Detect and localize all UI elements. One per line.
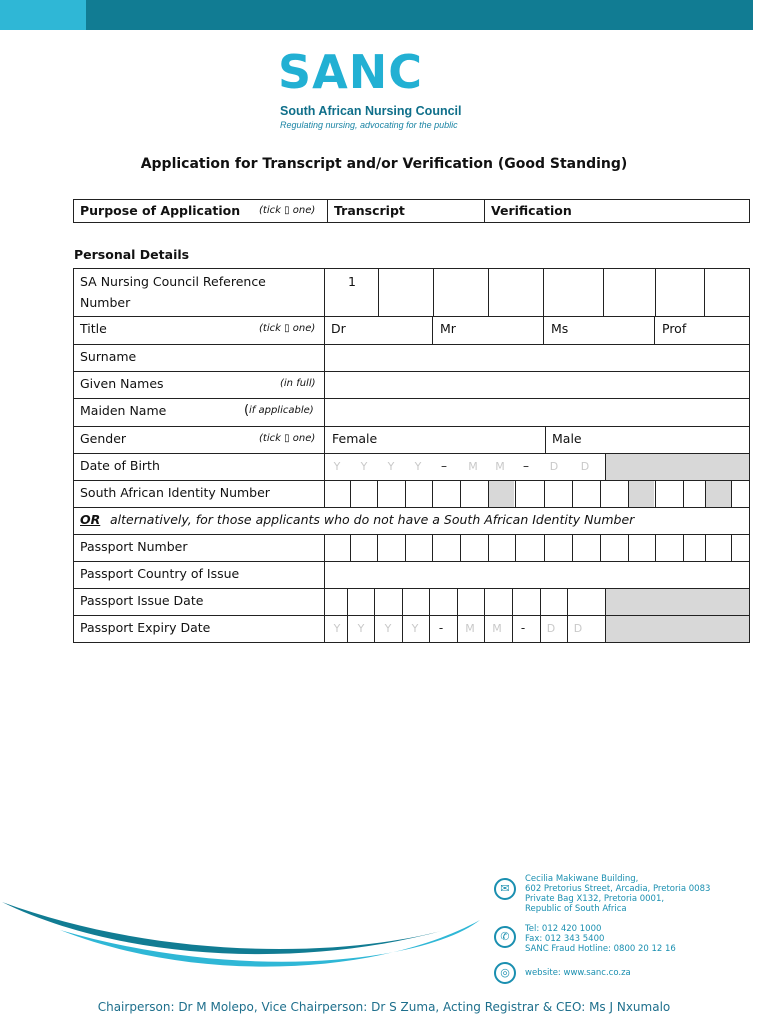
passport-number-label: Passport Number <box>80 539 188 554</box>
purpose-verification-cell[interactable] <box>485 200 749 222</box>
surname-input[interactable] <box>325 345 749 371</box>
title-option-ms-label: Ms <box>551 321 569 336</box>
given-names-hint: (in full) <box>280 378 316 389</box>
passport-country-label: Passport Country of Issue <box>80 566 240 581</box>
sa-id-input[interactable] <box>325 481 749 507</box>
dob-input[interactable] <box>325 454 605 480</box>
maiden-name-hint-paren: ( <box>244 403 250 418</box>
mail-icon: ✉ <box>494 878 516 900</box>
purpose-transcript-cell[interactable] <box>328 200 484 222</box>
expiry-placeholder-m2: M <box>492 622 502 635</box>
given-names-label: Given Names <box>80 376 164 391</box>
logo-tagline: Regulating nursing, advocating for the public <box>280 120 458 130</box>
expiry-placeholder-d1: D <box>546 622 556 635</box>
purpose-transcript-label: Transcript <box>334 203 405 218</box>
dob-placeholder-m1: M <box>468 460 478 473</box>
gender-option-male-label: Male <box>552 431 582 446</box>
footer-chair-line: Chairperson: Dr M Molepo, Vice Chairperson: Dr S Zuma, Acting Registrar & CEO: Ms J Nxumalo <box>97 1000 671 1014</box>
expiry-placeholder-d2: D <box>573 622 583 635</box>
expiry-placeholder-y3: Y <box>384 622 392 635</box>
given-names-input[interactable] <box>325 372 749 398</box>
gender-hint: (tick ▯ one) <box>259 433 316 444</box>
maiden-name-hint: if applicable) <box>249 405 314 416</box>
title-option-mr-label: Mr <box>440 321 456 336</box>
ref-number-first-digit: 1 <box>348 274 356 289</box>
purpose-table <box>73 199 750 223</box>
passport-expiry-input[interactable] <box>325 616 605 642</box>
gender-option-female[interactable] <box>325 427 545 453</box>
dob-dash-1: – <box>441 459 447 473</box>
passport-country-input[interactable] <box>325 562 749 588</box>
dob-placeholder-d1: D <box>549 460 559 473</box>
title-option-prof-label: Prof <box>662 321 687 336</box>
title-option-dr-label: Dr <box>331 321 346 336</box>
ref-number-label-line2: Number <box>80 295 131 310</box>
gender-option-male[interactable] <box>546 427 749 453</box>
footer-swoosh <box>0 890 520 990</box>
form-title: Application for Transcript and/or Verification (Good Standing) <box>140 156 628 172</box>
header-band-accent <box>0 0 86 30</box>
logo-org-name: South African Nursing Council <box>280 104 462 118</box>
sa-id-label: South African Identity Number <box>80 485 270 500</box>
expiry-placeholder-y1: Y <box>333 622 341 635</box>
maiden-name-label: Maiden Name <box>80 403 167 418</box>
gender-label: Gender <box>80 431 127 446</box>
dob-placeholder-d2: D <box>580 460 590 473</box>
phone-icon: ✆ <box>494 926 516 948</box>
footer-tel: Tel: 012 420 1000 <box>525 924 602 934</box>
passport-issue-label: Passport Issue Date <box>80 593 204 608</box>
title-hint: (tick ▯ one) <box>259 323 316 334</box>
sanc-logo <box>278 45 462 136</box>
dob-dash-2: – <box>523 459 529 473</box>
passport-expiry-label: Passport Expiry Date <box>80 620 211 635</box>
footer-address-4: Republic of South Africa <box>525 904 627 914</box>
expiry-placeholder-y2: Y <box>357 622 365 635</box>
footer-address-3: Private Bag X132, Pretoria 0001, <box>525 894 665 904</box>
logo-wordmark: SANC <box>278 45 423 99</box>
footer-website: website: www.sanc.co.za <box>525 968 631 978</box>
title-option-ms[interactable] <box>544 317 654 344</box>
footer-address-1: Cecilia Makiwane Building, <box>525 874 639 884</box>
purpose-hint: (tick ▯ one) <box>259 205 316 216</box>
passport-number-input[interactable] <box>325 535 749 561</box>
footer-hotline: SANC Fraud Hotline: 0800 20 12 16 <box>525 944 676 954</box>
purpose-label: Purpose of Application <box>80 203 241 218</box>
surname-label: Surname <box>80 349 137 364</box>
expiry-placeholder-y4: Y <box>411 622 419 635</box>
footer-address-2: 602 Pretorius Street, Arcadia, Pretoria 0083 <box>525 884 711 894</box>
dob-greyed-area <box>606 454 749 480</box>
purpose-verification-label: Verification <box>491 203 572 218</box>
dob-placeholder-y4: Y <box>414 460 422 473</box>
title-option-prof[interactable] <box>655 317 749 344</box>
passport-issue-input[interactable] <box>325 589 605 615</box>
title-option-mr[interactable] <box>433 317 543 344</box>
maiden-name-input[interactable] <box>325 399 749 426</box>
ref-number-label-line1: SA Nursing Council Reference <box>80 274 266 289</box>
or-explanation: alternatively, for those applicants who do not have a South African Identity Number <box>110 512 635 527</box>
dob-placeholder-y3: Y <box>387 460 395 473</box>
ref-number-input[interactable] <box>325 269 749 316</box>
globe-icon: ◎ <box>494 962 516 984</box>
gender-option-female-label: Female <box>332 431 378 446</box>
or-separator: OR <box>80 512 101 527</box>
dob-placeholder-y2: Y <box>360 460 368 473</box>
dob-label: Date of Birth <box>80 458 160 473</box>
expiry-dash-2: - <box>520 621 526 635</box>
expiry-dash-1: - <box>438 621 444 635</box>
personal-details-table <box>73 268 750 643</box>
expiry-placeholder-m1: M <box>465 622 475 635</box>
expiry-greyed-area <box>606 616 749 642</box>
title-option-dr[interactable] <box>325 317 432 344</box>
title-label: Title <box>80 321 107 336</box>
dob-placeholder-m2: M <box>495 460 505 473</box>
header-band <box>0 0 753 30</box>
issue-greyed-area <box>606 589 749 615</box>
footer-fax: Fax: 012 343 5400 <box>525 934 605 944</box>
dob-placeholder-y1: Y <box>333 460 341 473</box>
section-heading-personal: Personal Details <box>74 247 190 262</box>
